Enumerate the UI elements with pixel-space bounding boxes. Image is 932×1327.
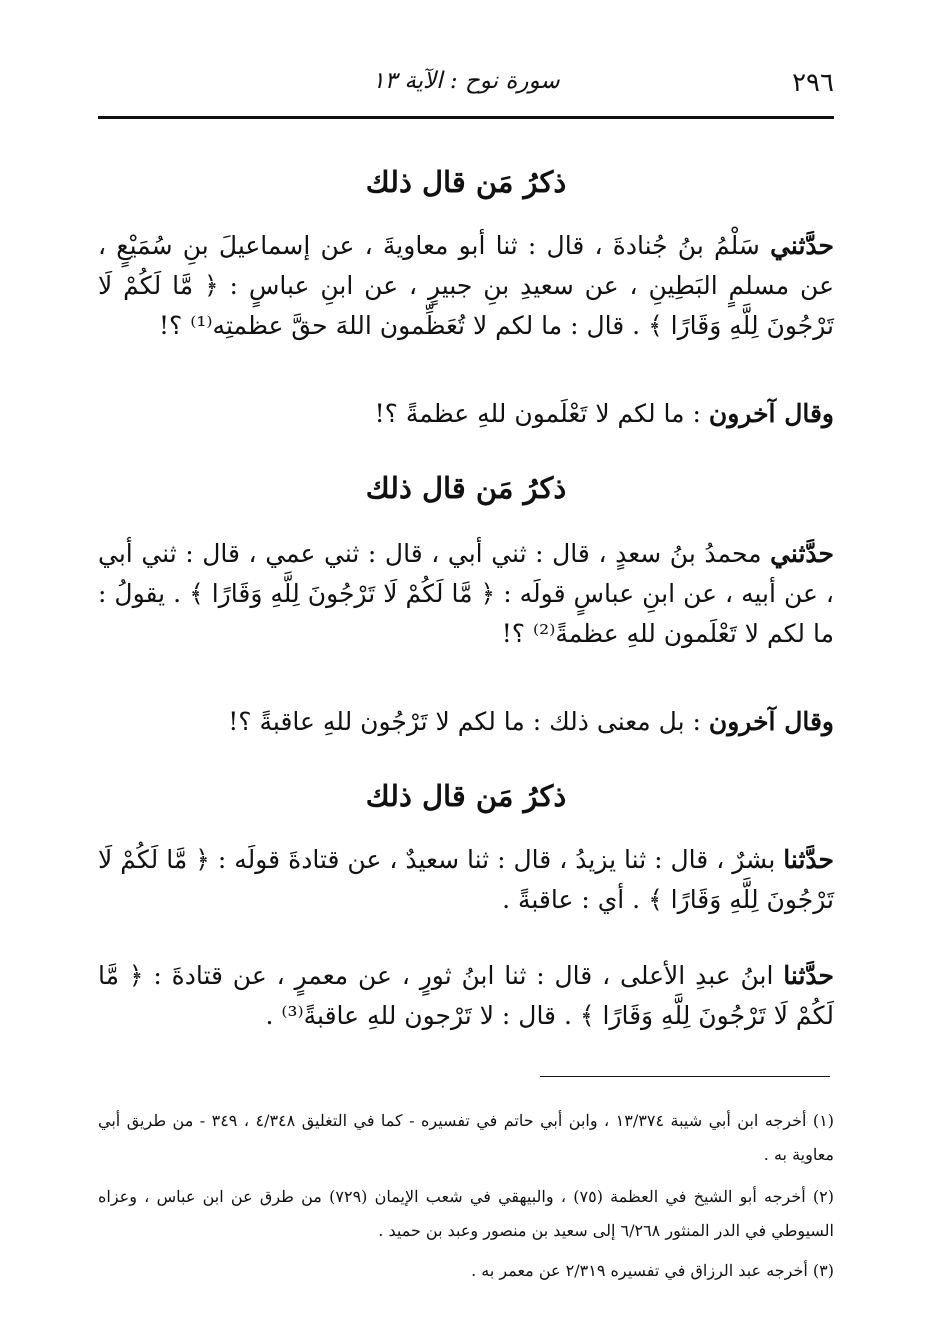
paragraph-1 <box>98 226 834 346</box>
paragraph-2-text: : ما لكم لا تَعْلَمون للهِ عظمةً ؟! <box>374 399 701 428</box>
section-heading-2: ذكرُ مَن قال ذلك <box>365 471 567 505</box>
paragraph-6-text: ابنُ عبدِ الأعلى ، قال : ثنا ابنُ ثورٍ ، عن معمرٍ ، عن قتادةَ : ﴿ مَّا لَكُمْ لَا تَرْجُونَ لِلَّهِ وَقَارًا ﴾ . قال : لا تَرْجون للهِ عاقبةً⁽³⁾ . <box>98 961 834 1030</box>
paragraph-4-text: : بل معنى ذلك : ما لكم لا تَرْجُون للهِ عاقبةً ؟! <box>228 707 701 736</box>
paragraph-4-lead: وقال آخرون <box>708 707 834 736</box>
footnote-divider <box>540 1076 830 1077</box>
paragraph-6 <box>98 956 834 1036</box>
footnote-1: (١) أخرجه ابن أبي شيبة ١٣/٣٧٤ ، وابن أبي حاتم في تفسيره - كما في التغليق ٤/٣٤٨ ، ٣٤٩ - من طريق أبي معاوية به . <box>98 1111 835 1164</box>
paragraph-5-text: بشرٌ ، قال : ثنا يزيدُ ، قال : ثنا سعيدٌ ، عن قتادةَ قولَه : ﴿ مَّا لَكُمْ لَا تَرْجُونَ لِلَّهِ وَقَارًا ﴾ . أي : عاقبةً . <box>98 845 834 914</box>
page-header <box>98 58 834 112</box>
paragraph-5 <box>98 840 834 920</box>
section-heading-1: ذكرُ مَن قال ذلك <box>365 165 567 199</box>
paragraph-1-text: سَلْمُ بنُ جُنادةَ ، قال : ثنا أبو معاويةَ ، عن إسماعيلَ بنِ سُمَيْعٍ ، عن مسلمٍ البَطِينِ ، عن سعيدِ بنِ جبيرٍ ، عن ابنِ عباسٍ : ﴿ مَّا لَكُمْ لَا تَرْجُونَ لِلَّهِ وَقَارًا ﴾ . قال : ما لكم لا تُعَظِّمون اللهَ حقَّ عظمتِه⁽¹⁾ ؟! <box>98 231 834 340</box>
paragraph-3-lead: حدَّثني <box>770 539 835 568</box>
paragraph-6-lead: حدَّثنا <box>783 961 834 990</box>
paragraph-5-lead: حدَّثنا <box>783 845 834 874</box>
paragraph-2-lead: وقال آخرون <box>708 399 834 428</box>
paragraph-3-text: محمدُ بنُ سعدٍ ، قال : ثني أبي ، قال : ثني عمي ، قال : ثني أبي ، عن أبيه ، عن ابنِ عباسٍ قولَه : ﴿ مَّا لَكُمْ لَا تَرْجُونَ لِلَّهِ وَقَارًا ﴾ . يقولُ : ما لكم لا تَعْلَمون للهِ عظمةً⁽²⁾ ؟! <box>98 539 834 648</box>
page-number: ٢٩٦ <box>792 68 834 98</box>
section-heading-3: ذكرُ مَن قال ذلك <box>365 779 567 813</box>
paragraph-4 <box>98 702 834 742</box>
paragraph-1-lead: حدَّثني <box>770 231 834 260</box>
footnote-2: (٢) أخرجه أبو الشيخ في العظمة (٧٥) ، والبيهقي في شعب الإيمان (٧٢٩) من طرق عن ابن عباس ، وعزاه السيوطي في الدر المنثور ٦/٢٦٨ إلى سعيد بن منصور وعبد بن حميد . <box>98 1187 835 1240</box>
header-divider <box>98 116 834 119</box>
footnote-3: (٣) أخرجه عبد الرزاق في تفسيره ٢/٣١٩ عن معمر به . <box>471 1261 834 1280</box>
paragraph-2 <box>98 394 834 434</box>
running-title: سورة نوح : الآية ١٣ <box>372 68 560 94</box>
paragraph-3 <box>98 534 834 654</box>
